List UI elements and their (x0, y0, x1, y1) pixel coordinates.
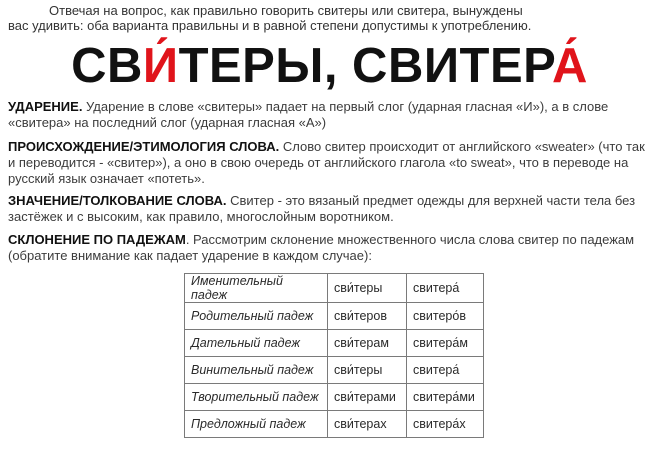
declension-heading: СКЛОНЕНИЕ ПО ПАДЕЖАМ (8, 232, 186, 247)
origin-section (8, 139, 653, 187)
stress-heading: УДАРЕНИЕ. (8, 99, 83, 114)
declension-section (8, 232, 653, 264)
case-name: Предложный падеж (185, 411, 328, 438)
stress-text: Ударение в слове «свитеры» падает на первый слог (ударная гласная «И»), а в слове «свитера» на последний слог (ударная гласная «А») (8, 99, 609, 130)
intro-text (8, 3, 648, 33)
case-name: Винительный падеж (185, 357, 328, 384)
declension-table (184, 273, 484, 438)
meaning-text: Свитер - это вязаный предмет одежды для верхней части тела без застёжек и с высоким, как правило, многослойным воротником. (8, 193, 636, 224)
origin-heading: ПРОИСХОЖДЕНИЕ/ЭТИМОЛОГИЯ СЛОВА. (8, 139, 280, 154)
stress-section (8, 99, 653, 131)
table-row (185, 384, 484, 411)
form-first-stress: сви́теры (328, 357, 407, 384)
origin-text: Слово свитер происходит от английского «sweater» (что так и переводится - «свитер»), а оно в свою очередь от английского глагола «to sweat», что в переводе на русский язык означает «потеть». (8, 139, 645, 186)
form-first-stress: сви́терах (328, 411, 407, 438)
form-first-stress: сви́теры (328, 274, 407, 303)
headline-part-1: СВ (71, 39, 143, 93)
table-row (185, 303, 484, 330)
case-name: Родительный падеж (185, 303, 328, 330)
form-first-stress: сви́терами (328, 384, 407, 411)
headline-stress-1: И́ (142, 39, 179, 93)
form-last-stress: свитера́х (407, 411, 484, 438)
case-name: Дательный падеж (185, 330, 328, 357)
declension-text: . Рассмотрим склонение множественного числа слова свитер по падежам (обратите внимание как падает ударение в каждом случае): (8, 232, 635, 263)
case-name: Именительный падеж (185, 274, 328, 303)
headline (0, 38, 659, 94)
form-last-stress: свитера́м (407, 330, 484, 357)
form-last-stress: свитера́ (407, 274, 484, 303)
form-first-stress: сви́терам (328, 330, 407, 357)
intro-line-2: вас удивить: оба варианта правильны и в равной степени допустимы к употреблению. (8, 18, 532, 33)
meaning-section (8, 193, 653, 225)
intro-line-1: Отвечая на вопрос, как правильно говорить свитеры или свитера, вынуждены (49, 3, 523, 18)
form-last-stress: свитера́ (407, 357, 484, 384)
headline-part-2: ТЕРЫ, СВИТЕР (178, 39, 553, 93)
table-row (185, 411, 484, 438)
meaning-heading: ЗНАЧЕНИЕ/ТОЛКОВАНИЕ СЛОВА. (8, 193, 227, 208)
form-last-stress: свитеро́в (407, 303, 484, 330)
table-row (185, 274, 484, 303)
table-row (185, 357, 484, 384)
form-last-stress: свитера́ми (407, 384, 484, 411)
form-first-stress: сви́теров (328, 303, 407, 330)
case-name: Творительный падеж (185, 384, 328, 411)
table-row (185, 330, 484, 357)
headline-stress-2: А́ (552, 39, 588, 93)
